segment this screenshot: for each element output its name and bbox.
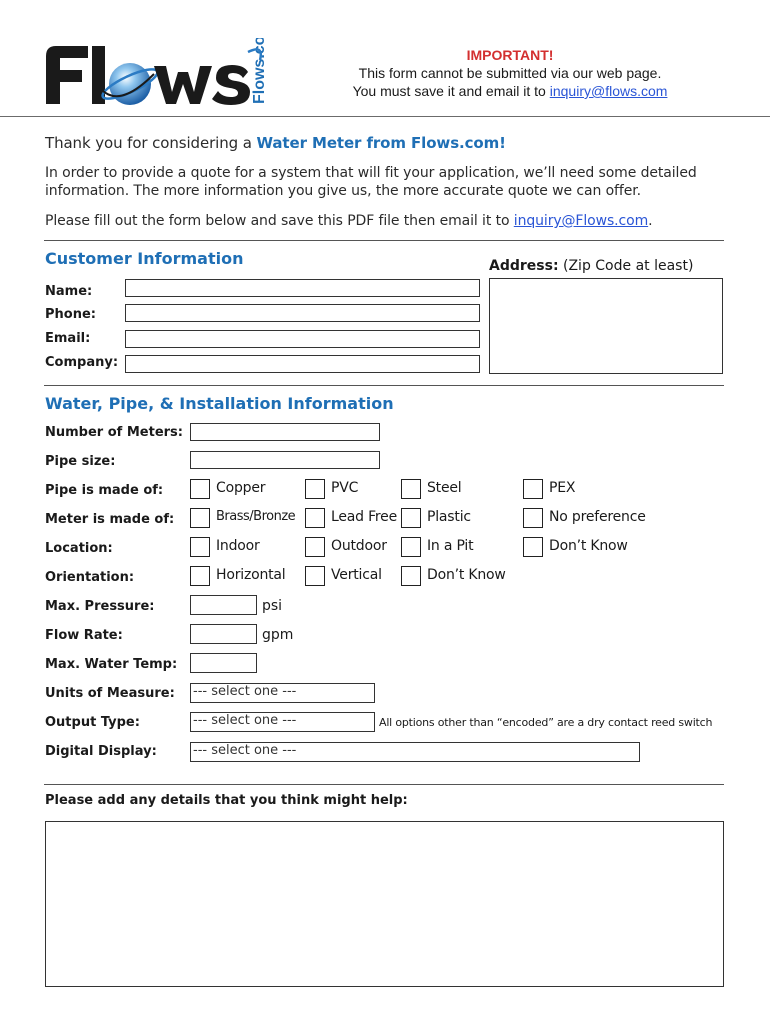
- option-location-pit: In a Pit: [427, 538, 474, 554]
- phone-field[interactable]: [125, 304, 480, 322]
- name-label: Name:: [45, 284, 93, 299]
- pipe-material-label: Pipe is made of:: [45, 483, 164, 498]
- pipe-size-field[interactable]: [190, 451, 380, 469]
- orientation-label: Orientation:: [45, 570, 135, 585]
- flow-label: Flow Rate:: [45, 628, 123, 643]
- pressure-label: Max. Pressure:: [45, 599, 155, 614]
- option-location-dont-know: Don’t Know: [549, 538, 628, 554]
- option-location-outdoor: Outdoor: [331, 538, 387, 554]
- intro-paragraph: In order to provide a quote for a system that will fit your application, we’ll need some detailed information. The more information you give us, the more accurate quote we can offer.: [45, 165, 697, 199]
- flows-logo-graphic: [42, 38, 272, 114]
- display-label: Digital Display:: [45, 744, 157, 759]
- address-label: Address: (Zip Code at least): [489, 258, 694, 274]
- option-pipe-steel: Steel: [427, 480, 462, 496]
- option-orientation-vertical: Vertical: [331, 567, 382, 583]
- checkbox-meter-plastic[interactable]: [401, 508, 421, 528]
- flows-logo: [42, 38, 272, 114]
- output-label: Output Type:: [45, 715, 140, 730]
- flow-unit: gpm: [262, 627, 294, 643]
- notice-line-1: This form cannot be submitted via our web page.: [358, 65, 662, 81]
- company-field[interactable]: [125, 355, 480, 373]
- checkbox-location-outdoor[interactable]: [305, 537, 325, 557]
- intro-divider: [44, 240, 724, 241]
- details-divider: [44, 784, 724, 785]
- temp-field[interactable]: [190, 653, 257, 673]
- name-field[interactable]: [125, 279, 480, 297]
- meters-label: Number of Meters:: [45, 425, 183, 440]
- units-label: Units of Measure:: [45, 686, 175, 701]
- fill-email-link[interactable]: inquiry@Flows.com: [513, 213, 649, 229]
- option-pipe-pex: PEX: [549, 480, 576, 496]
- checkbox-pipe-pvc[interactable]: [305, 479, 325, 499]
- svg-text:Flows.com: Flows.com: [251, 38, 268, 104]
- intro-fill-instructions: Please fill out the form below and save this PDF file then email it to inquiry@Flows.com.: [45, 213, 653, 229]
- output-select[interactable]: --- select one ---: [190, 712, 375, 732]
- company-label: Company:: [45, 355, 119, 370]
- customer-divider: [44, 385, 724, 386]
- checkbox-meter-brass[interactable]: [190, 508, 210, 528]
- option-meter-lead-free: Lead Free: [331, 509, 397, 525]
- pressure-field[interactable]: [190, 595, 257, 615]
- email-field[interactable]: [125, 330, 480, 348]
- option-orientation-horizontal: Horizontal: [216, 567, 286, 583]
- email-label: Email:: [45, 331, 91, 346]
- units-select[interactable]: --- select one ---: [190, 683, 375, 703]
- pipe-size-label: Pipe size:: [45, 454, 116, 469]
- intro-thanks: Thank you for considering a Water Meter from Flows.com!: [45, 134, 506, 152]
- checkbox-meter-no-preference[interactable]: [523, 508, 543, 528]
- meter-material-label: Meter is made of:: [45, 512, 175, 527]
- option-meter-brass: Brass/Bronze: [216, 509, 296, 524]
- display-select[interactable]: --- select one ---: [190, 742, 640, 762]
- checkbox-location-dont-know[interactable]: [523, 537, 543, 557]
- notice-email-link[interactable]: inquiry@flows.com: [549, 83, 668, 99]
- address-field[interactable]: [489, 278, 723, 374]
- details-textarea[interactable]: [45, 821, 724, 987]
- meters-field[interactable]: [190, 423, 380, 441]
- checkbox-meter-lead-free[interactable]: [305, 508, 325, 528]
- option-orientation-dont-know: Don’t Know: [427, 567, 506, 583]
- customer-info-title: Customer Information: [45, 249, 244, 268]
- option-meter-no-preference: No preference: [549, 509, 646, 525]
- option-meter-plastic: Plastic: [427, 509, 471, 525]
- output-note: All options other than “encoded” are a dry contact reed switch: [379, 716, 713, 729]
- checkbox-orientation-horizontal[interactable]: [190, 566, 210, 586]
- checkbox-location-indoor[interactable]: [190, 537, 210, 557]
- option-pipe-copper: Copper: [216, 480, 266, 496]
- checkbox-orientation-dont-know[interactable]: [401, 566, 421, 586]
- important-heading: IMPORTANT!: [466, 47, 554, 63]
- notice-line-2: You must save it and email it to inquiry@flows.com: [352, 83, 668, 99]
- pressure-unit: psi: [262, 598, 283, 614]
- checkbox-pipe-steel[interactable]: [401, 479, 421, 499]
- phone-label: Phone:: [45, 307, 96, 322]
- important-notice: [300, 46, 720, 100]
- checkbox-location-pit[interactable]: [401, 537, 421, 557]
- checkbox-pipe-pex[interactable]: [523, 479, 543, 499]
- flow-field[interactable]: [190, 624, 257, 644]
- option-pipe-pvc: PVC: [331, 480, 359, 496]
- checkbox-orientation-vertical[interactable]: [305, 566, 325, 586]
- checkbox-pipe-copper[interactable]: [190, 479, 210, 499]
- temp-label: Max. Water Temp:: [45, 657, 178, 672]
- water-info-title: Water, Pipe, & Installation Information: [45, 394, 394, 413]
- details-label: Please add any details that you think might help:: [45, 793, 408, 808]
- location-label: Location:: [45, 541, 113, 556]
- option-location-indoor: Indoor: [216, 538, 260, 554]
- header-divider: [0, 116, 770, 117]
